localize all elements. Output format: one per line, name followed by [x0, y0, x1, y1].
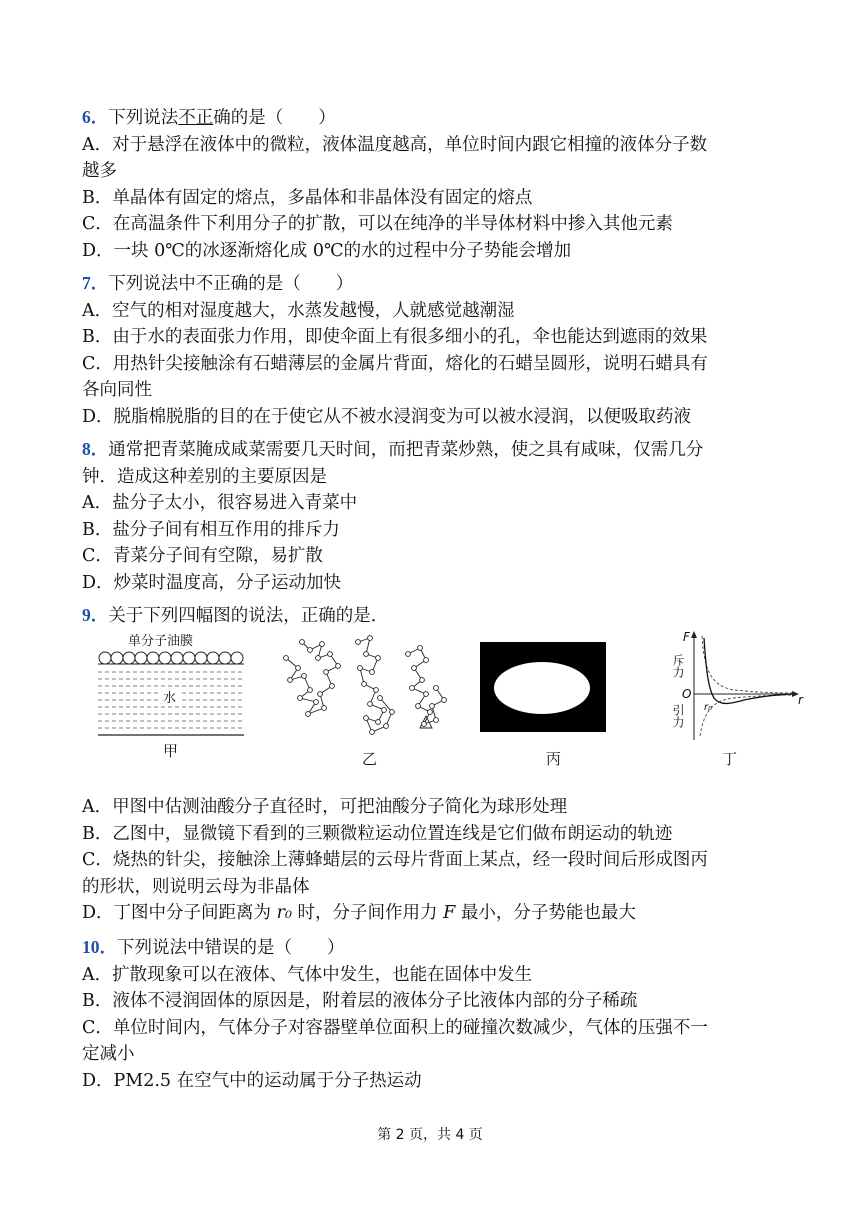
figure-ding — [671, 628, 804, 768]
option-c-cont: 各向同性 — [82, 380, 152, 400]
figure-label-bing: 丙 — [546, 750, 562, 768]
option-b: B．单晶体有固定的熔点，多晶体和非晶体没有固定的熔点 — [82, 187, 533, 208]
option-c: C．用热针尖接触涂有石蜡薄层的金属片背面，熔化的石蜡呈圆形，说明石蜡具有 — [82, 353, 708, 374]
option-b: B．盐分子间有相互作用的排斥力 — [82, 519, 340, 540]
stem-text: 下列说法中错误的是（ ） — [117, 938, 345, 958]
molecular-force-graph — [671, 628, 804, 744]
option-d — [82, 900, 812, 927]
question-8-stem — [82, 436, 812, 464]
stem-text: 确的是（ ） — [213, 108, 336, 128]
option-c: C．烧热的针尖，接触涂上薄蜂蜡层的云母片背面上某点，经一段时间后形成图丙 — [82, 850, 708, 870]
question-10-stem — [82, 934, 812, 962]
option-a-cont: 越多 — [82, 161, 117, 181]
question-number: 10． — [82, 937, 117, 957]
option-d-text: 最小，分子势能也最大 — [455, 903, 636, 923]
option-c-cont: 的形状，则说明云母为非晶体 — [82, 876, 310, 897]
question-10 — [82, 934, 812, 1094]
question-number: 6． — [82, 107, 109, 127]
figure-bing — [480, 628, 606, 768]
oil-molecule-row — [99, 652, 243, 664]
stem-text: 下列说法 — [108, 108, 179, 128]
figure-label-jia: 甲 — [163, 742, 179, 760]
repulsion-curve — [702, 636, 792, 693]
question-8 — [82, 436, 812, 596]
question-9 — [82, 602, 812, 630]
figure-jia — [96, 628, 246, 768]
option-c: C．在高温条件下利用分子的扩散，可以在纯净的半导体材料中掺入其他元素 — [82, 214, 673, 234]
question-6-stem — [82, 104, 812, 132]
question-8-stem-cont: 钟．造成这种差别的主要原因是 — [82, 466, 327, 487]
question-9-options — [82, 794, 812, 927]
option-a: A．空气的相对湿度越大，水蒸发越慢，人就感觉越潮湿 — [82, 300, 515, 321]
attraction-label: 引力 — [671, 704, 685, 728]
figure-label-yi: 乙 — [362, 750, 378, 768]
question-9-figures — [96, 628, 816, 768]
question-6 — [82, 104, 812, 264]
r0-label: r₀ — [704, 702, 713, 713]
option-d: D．脱脂棉脱脂的目的在于使它从不被水浸润变为可以被水浸润，以便吸取药液 — [82, 406, 692, 427]
question-9-stem — [82, 602, 812, 630]
option-a: A．甲图中估测油酸分子直径时，可把油酸分子简化为球形处理 — [82, 797, 568, 817]
question-number: 7． — [82, 273, 109, 293]
repulsion-label: 斥力 — [671, 654, 685, 678]
option-b: B．由于水的表面张力作用，即使伞面上有很多细小的孔，伞也能达到遮雨的效果 — [82, 327, 708, 347]
option-c: C．青菜分子间有空隙，易扩散 — [82, 546, 323, 566]
origin-label: O — [682, 687, 692, 701]
axis-label-r: r — [798, 693, 803, 707]
stem-text: 下列说法中不正确的是（ ） — [108, 274, 354, 294]
attraction-curve — [700, 695, 792, 736]
brownian-motion-diagram — [280, 628, 460, 738]
option-d-text: D．丁图中分子间距离为 — [82, 903, 277, 923]
question-7-stem — [82, 270, 812, 298]
oil-film-diagram — [96, 628, 246, 750]
stem-text: 通常把青菜腌成咸菜需要几天时间，而把青菜炒熟，使之具有咸味，仅需几分 — [108, 440, 704, 460]
option-c-cont: 定减小 — [82, 1044, 135, 1064]
option-d: D．PM2.5 在空气中的运动属于分子热运动 — [82, 1070, 422, 1091]
stem-text: 关于下列四幅图的说法，正确的是． — [108, 606, 389, 626]
underlined-text: 不正 — [178, 108, 214, 128]
figure-yi — [280, 628, 460, 768]
figure-label-ding: 丁 — [722, 750, 738, 768]
question-7 — [82, 270, 812, 430]
option-b: B．液体不浸润固体的原因是，附着层的液体分子比液体内部的分子稀疏 — [82, 991, 638, 1011]
option-a: A．扩散现象可以在液体、气体中发生，也能在固体中发生 — [82, 964, 533, 985]
math-r0: r₀ — [276, 903, 292, 923]
math-F: F — [443, 903, 456, 923]
option-a: A．盐分子太小，很容易进入青菜中 — [82, 493, 358, 513]
option-c: C．单位时间内，气体分子对容器壁单位面积上的碰撞次数减少，气体的压强不一 — [82, 1017, 708, 1038]
option-d-text: 时，分子间作用力 — [291, 903, 444, 923]
option-d: D．炒菜时温度高，分子运动加快 — [82, 572, 342, 593]
question-number: 8． — [82, 439, 109, 459]
oil-film-title: 单分子油膜 — [128, 634, 194, 649]
option-d: D．一块 0℃的冰逐渐熔化成 0℃的水的过程中分子势能会增加 — [82, 240, 572, 261]
option-a: A．对于悬浮在液体中的微粒，液体温度越高，单位时间内跟它相撞的液体分子数 — [82, 134, 708, 155]
question-number: 9． — [82, 605, 109, 625]
option-b: B．乙图中，显微镜下看到的三颗微粒运动位置连线是它们做布朗运动的轨迹 — [82, 823, 673, 844]
axis-label-F: F — [683, 630, 690, 644]
water-label: 水 — [163, 691, 177, 706]
page-footer: 第 2 页，共 4 页 — [377, 1127, 483, 1143]
melted-wax-ellipse — [494, 662, 590, 714]
mica-wax-diagram — [480, 642, 606, 734]
